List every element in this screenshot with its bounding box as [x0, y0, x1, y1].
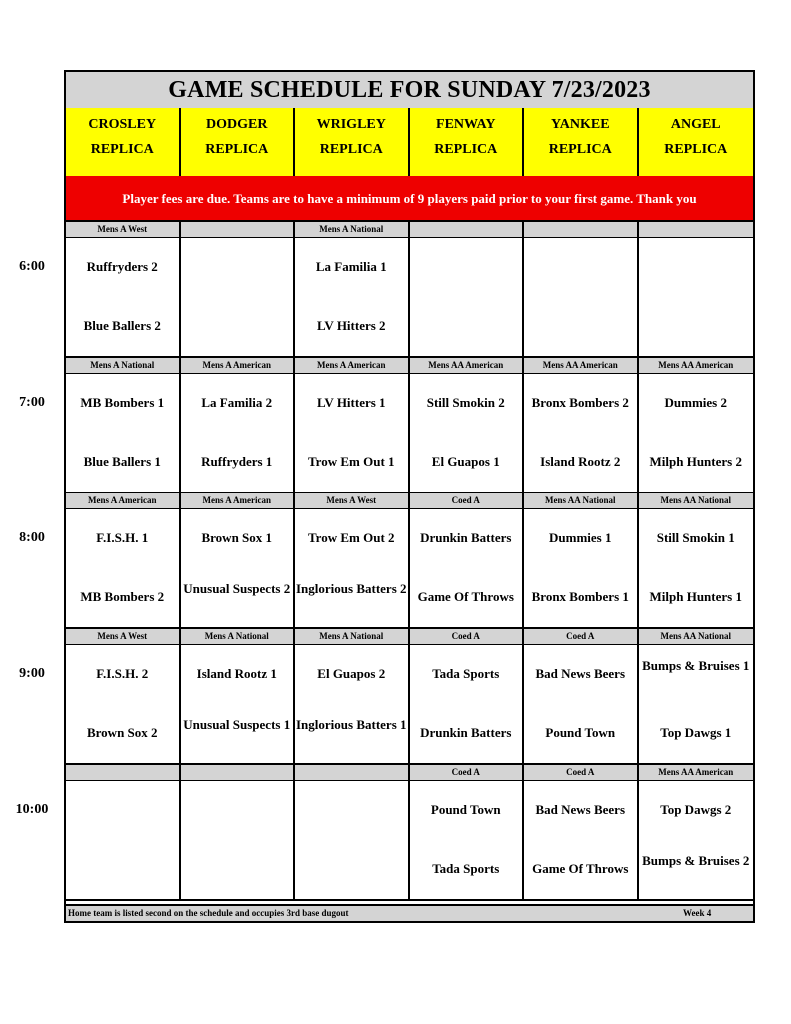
game-row — [66, 781, 753, 901]
field-name: DODGER — [206, 117, 268, 132]
home-team: Bronx Bombers 1 — [531, 589, 629, 604]
game-cell — [295, 781, 410, 901]
away-team: Bumps & Bruises 1 — [642, 658, 750, 673]
game-cell — [66, 645, 181, 765]
game-cell — [410, 374, 525, 494]
division-label: Mens A American — [295, 358, 410, 374]
division-label: Coed A — [524, 629, 639, 645]
division-label: Mens A American — [181, 493, 296, 509]
field-name: WRIGLEY — [316, 117, 386, 132]
division-label: Mens AA American — [410, 358, 525, 374]
week-label: Week 4 — [683, 908, 712, 918]
game-row — [66, 374, 753, 494]
away-team: La Familia 2 — [201, 395, 273, 410]
division-label: Mens A National — [66, 358, 181, 374]
division-label: Mens AA National — [639, 629, 754, 645]
home-team-note: Home team is listed second on the schedule and occupies 3rd base dugout — [68, 908, 349, 918]
time-label: 9:00 — [19, 666, 45, 681]
away-team: Ruffryders 2 — [86, 259, 158, 274]
field-name: YANKEE — [550, 117, 610, 132]
away-team: Top Dawgs 2 — [660, 802, 732, 817]
player-fee-notice: Player fees are due. Teams are to have a minimum of 9 players paid prior to your first game. Thank you — [66, 176, 753, 222]
division-label: Mens AA American — [524, 358, 639, 374]
division-label: Mens A West — [295, 493, 410, 509]
field-header-crosley — [66, 108, 181, 178]
game-cell — [524, 781, 639, 901]
page-title: GAME SCHEDULE FOR SUNDAY 7/23/2023 — [66, 72, 753, 110]
away-team: Still Smokin 1 — [656, 530, 735, 545]
division-label — [181, 222, 296, 238]
game-cell — [295, 509, 410, 629]
away-team: LV Hitters 1 — [316, 395, 386, 410]
home-team: Pound Town — [545, 725, 616, 740]
away-team: Island Rootz 1 — [196, 666, 277, 681]
field-subtitle: REPLICA — [319, 142, 383, 157]
field-subtitle: REPLICA — [434, 142, 498, 157]
game-row — [66, 238, 753, 358]
division-label-row — [66, 358, 753, 374]
game-cell — [410, 509, 525, 629]
time-label: 7:00 — [19, 395, 45, 410]
division-label-row — [66, 222, 753, 238]
home-team: Drunkin Batters — [420, 725, 512, 740]
away-team: Dummies 2 — [664, 395, 727, 410]
field-subtitle: REPLICA — [548, 142, 612, 157]
away-team: Bronx Bombers 2 — [531, 395, 629, 410]
field-header-dodger — [181, 108, 296, 178]
home-team: Trow Em Out 1 — [307, 454, 395, 469]
home-team: Blue Ballers 1 — [83, 454, 161, 469]
home-team: Tada Sports — [432, 861, 500, 876]
home-team: Game Of Throws — [532, 861, 629, 876]
division-label: Coed A — [524, 765, 639, 781]
game-cell — [410, 781, 525, 901]
game-cell — [181, 238, 296, 358]
home-team: Top Dawgs 1 — [660, 725, 732, 740]
game-cell — [524, 509, 639, 629]
home-team: Brown Sox 2 — [86, 725, 158, 740]
game-cell — [295, 374, 410, 494]
game-row — [66, 509, 753, 629]
away-team: Trow Em Out 2 — [307, 530, 395, 545]
game-cell — [66, 238, 181, 358]
game-cell — [66, 509, 181, 629]
game-cell — [524, 238, 639, 358]
home-team: Unusual Suspects 2 — [183, 581, 291, 596]
game-cell — [66, 374, 181, 494]
game-cell — [639, 374, 754, 494]
field-name: FENWAY — [436, 117, 496, 132]
division-label: Mens A National — [295, 222, 410, 238]
away-team: Drunkin Batters — [420, 530, 512, 545]
game-cell — [181, 374, 296, 494]
home-team: Island Rootz 2 — [540, 454, 621, 469]
game-cell — [295, 238, 410, 358]
away-team: La Familia 1 — [315, 259, 387, 274]
home-team: Unusual Suspects 1 — [183, 717, 291, 732]
field-name: CROSLEY — [88, 117, 157, 132]
division-label: Coed A — [410, 493, 525, 509]
division-label: Mens AA National — [524, 493, 639, 509]
home-team: Blue Ballers 2 — [83, 318, 161, 333]
away-team: Bad News Beers — [535, 802, 626, 817]
division-label-row — [66, 765, 753, 781]
field-subtitle: REPLICA — [90, 142, 154, 157]
away-team: Tada Sports — [432, 666, 500, 681]
time-label: 6:00 — [19, 259, 45, 274]
division-label-row — [66, 629, 753, 645]
home-team: Inglorious Batters 2 — [296, 581, 407, 596]
home-team: Milph Hunters 2 — [649, 454, 742, 469]
division-label — [181, 765, 296, 781]
division-label: Mens A West — [66, 222, 181, 238]
home-team: Game Of Throws — [417, 589, 514, 604]
division-label — [524, 222, 639, 238]
home-team: El Guapos 1 — [431, 454, 500, 469]
game-cell — [181, 509, 296, 629]
division-label: Mens A West — [66, 629, 181, 645]
division-label: Mens A National — [181, 629, 296, 645]
field-header-row — [66, 108, 753, 178]
game-row — [66, 645, 753, 765]
game-cell — [410, 645, 525, 765]
game-cell — [639, 645, 754, 765]
away-team: Dummies 1 — [549, 530, 612, 545]
field-header-fenway — [410, 108, 525, 178]
division-label — [410, 222, 525, 238]
division-label: Mens A American — [66, 493, 181, 509]
away-team: F.I.S.H. 1 — [96, 530, 149, 545]
footer-bar — [66, 904, 753, 921]
game-cell — [295, 645, 410, 765]
home-team: Ruffryders 1 — [201, 454, 273, 469]
division-label: Mens AA American — [639, 765, 754, 781]
game-cell — [181, 645, 296, 765]
away-team: Brown Sox 1 — [201, 530, 273, 545]
game-cell — [181, 781, 296, 901]
home-team: LV Hitters 2 — [316, 318, 386, 333]
away-team: Bad News Beers — [535, 666, 626, 681]
division-label: Mens A American — [181, 358, 296, 374]
division-label: Coed A — [410, 629, 525, 645]
away-team: MB Bombers 1 — [80, 395, 165, 410]
home-team: MB Bombers 2 — [80, 589, 165, 604]
away-team: Pound Town — [430, 802, 501, 817]
field-header-wrigley — [295, 108, 410, 178]
game-cell — [524, 374, 639, 494]
field-subtitle: REPLICA — [205, 142, 269, 157]
away-team: El Guapos 2 — [317, 666, 386, 681]
field-header-yankee — [524, 108, 639, 178]
game-cell — [639, 238, 754, 358]
division-label-row — [66, 493, 753, 509]
division-label: Mens A National — [295, 629, 410, 645]
game-cell — [66, 781, 181, 901]
schedule-sheet — [64, 70, 755, 923]
game-cell — [410, 238, 525, 358]
division-label — [639, 222, 754, 238]
field-name: ANGEL — [670, 117, 721, 132]
game-cell — [639, 509, 754, 629]
away-team: Still Smokin 2 — [426, 395, 505, 410]
time-label: 8:00 — [19, 530, 45, 545]
game-cell — [524, 645, 639, 765]
away-team: F.I.S.H. 2 — [96, 666, 149, 681]
division-label: Coed A — [410, 765, 525, 781]
home-team: Inglorious Batters 1 — [296, 717, 407, 732]
home-team: Bumps & Bruises 2 — [642, 853, 750, 868]
division-label — [66, 765, 181, 781]
division-label — [295, 765, 410, 781]
home-team: Milph Hunters 1 — [649, 589, 742, 604]
field-header-angel — [639, 108, 754, 178]
division-label: Mens AA National — [639, 493, 754, 509]
time-label: 10:00 — [15, 802, 49, 817]
game-cell — [639, 781, 754, 901]
division-label: Mens AA American — [639, 358, 754, 374]
field-subtitle: REPLICA — [664, 142, 728, 157]
